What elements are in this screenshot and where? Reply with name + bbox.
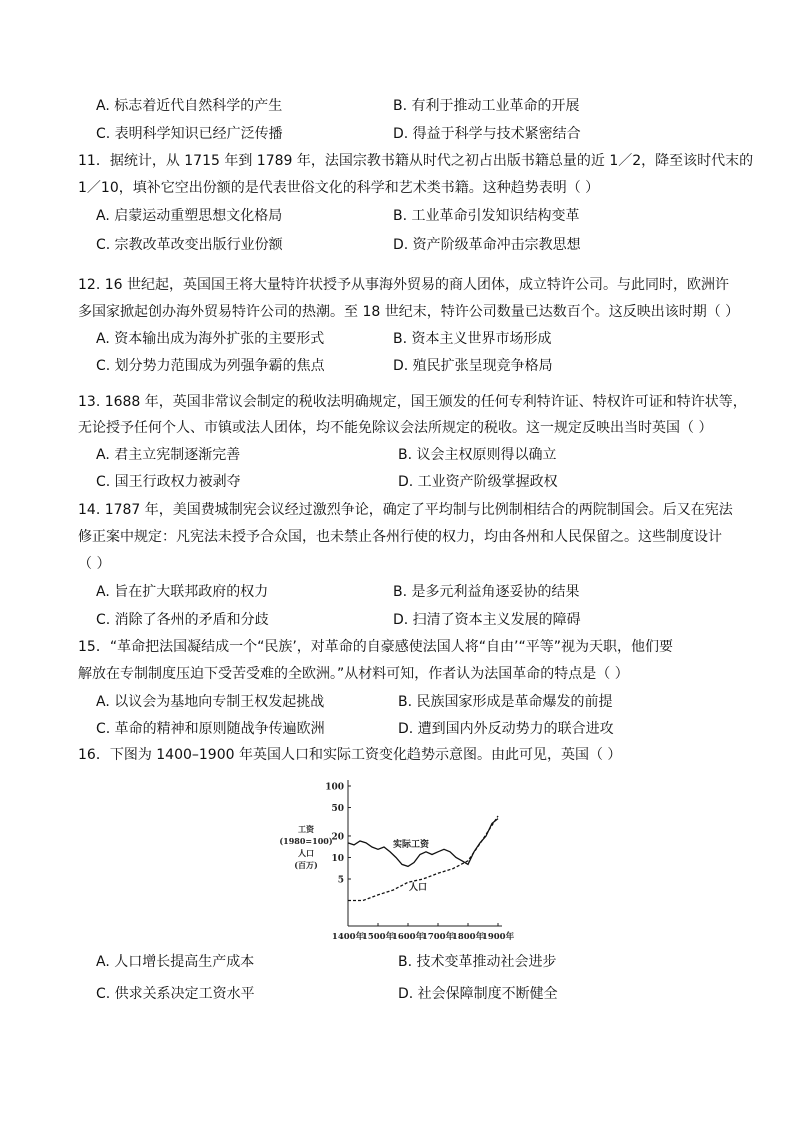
q14-option-a: A. 旨在扩大联邦政府的权力 [96,584,269,600]
q13-option-a: A. 君主立宪制逐渐完善 [96,447,241,463]
q15-option-c: C. 革命的精神和原则随战争传遍欧洲 [96,721,325,737]
q10-option-a: A. 标志着近代自然科学的产生 [96,98,283,114]
series-label: 实际工资 [393,840,430,850]
q10-option-b: B. 有利于推动工业革命的开展 [393,98,580,114]
y-axis-label-line: 人口 [298,848,314,858]
y-tick-label: 10 [331,853,344,864]
q13-option-b: B. 议会主权原则得以确立 [398,447,557,463]
q16-option-c: C. 供求关系决定工资水平 [96,986,255,1002]
y-tick-label: 20 [331,832,344,843]
q12-option-b: B. 资本主义世界市场形成 [393,331,552,347]
q15-option-b: B. 民族国家形成是革命爆发的前提 [398,694,613,710]
q14-option-b: B. 是多元利益角逐妥协的结果 [393,584,580,600]
y-tick-label: 5 [337,875,344,886]
x-tick-label: 1600年 [391,932,425,942]
series-label: 人口 [409,883,428,893]
q16-option-a: A. 人口增长提高生产成本 [96,954,255,970]
q13-option-c: C. 国王行政权力被剥夺 [96,474,241,490]
y-tick-label: 50 [331,804,344,815]
y-axis-label-line: 工资 [298,824,314,834]
x-tick-label: 1800年 [451,932,485,942]
q14-stem-line-1: 14. 1787 年，美国费城制宪会议经过激烈争论，确定了平均制与比例制相结合的两院制国会。后又在宪法 [78,502,733,518]
x-tick-label: 1400年 [331,932,365,942]
q11-option-c: C. 宗教改革改变出版行业份额 [96,237,283,253]
q10-option-d: D. 得益于科学与技术紧密结合 [393,126,581,142]
q12-stem-line-1: 12. 16 世纪起，英国国王将大量特许状授予从事海外贸易的商人团体，成立特许公司。与此同时，欧洲许 [78,277,729,293]
q10-option-c: C. 表明科学知识已经广泛传播 [96,126,283,142]
x-tick-label: 1700年 [421,932,455,942]
q12-stem-line-2: 多国家掀起创办海外贸易特许公司的热潮。至 18 世纪末，特许公司数量已达数百个。这反映出该时期（ ） [78,304,740,320]
q14-option-d: D. 扫清了资本主义发展的障碍 [393,612,581,628]
q12-option-d: D. 殖民扩张呈现竞争格局 [393,358,553,374]
q13-stem-line-1: 13. 1688 年，英国非常议会制定的税收法明确规定，国王颁发的任何专利特许证、特权许可证和特许状等， [78,394,747,410]
q11-stem-line-1: 11．据统计，从 1715 年到 1789 年，法国宗教书籍从时代之初占出版书籍总量的近 1／2，降至该时代末的 [78,153,754,169]
q12-option-c: C. 划分势力范围成为列强争霸的焦点 [96,358,325,374]
q11-option-b: B. 工业革命引发知识结构变革 [393,208,580,224]
q16-stem-line-1: 16．下图为 1400–1900 年英国人口和实际工资变化趋势示意图。由此可见，英国（ ） [78,747,622,763]
x-tick-label: 1900年 [481,932,515,942]
q14-stem-line-3: （ ） [78,556,111,572]
q13-option-d: D. 工业资产阶级掌握政权 [398,474,558,490]
q11-stem-line-2: 1／10，填补它空出份额的是代表世俗文化的科学和艺术类书籍。这种趋势表明（ ） [78,180,600,196]
q11-option-d: D. 资产阶级革命冲击宗教思想 [393,237,581,253]
q15-option-d: D. 遭到国内外反动势力的联合进攻 [398,721,614,737]
q15-stem-line-2: 解放在专制制度压迫下受苦受难的全欧洲。”从材料可知，作者认为法国革命的特点是（ ） [78,666,629,682]
q14-stem-line-2: 修正案中规定：凡宪法未授予合众国，也未禁止各州行使的权力，均由各州和人民保留之。这些制度设计 [78,529,722,545]
q12-option-a: A. 资本输出成为海外扩张的主要形式 [96,331,325,347]
population-wage-chart [279,772,525,944]
y-tick-label: 100 [325,782,344,793]
q15-option-a: A. 以议会为基地向专制王权发起挑战 [96,694,325,710]
y-axis-label-line: (百万) [294,860,318,870]
q15-stem-line-1: 15．“革命把法国凝结成一个“民族’，对革命的自豪感使法国人将“自由’“平等”视为天职，他们要 [78,639,673,655]
q11-option-a: A. 启蒙运动重塑思想文化格局 [96,208,283,224]
y-axis-label-line: (1980=100) [279,836,333,846]
q14-option-c: C. 消除了各州的矛盾和分歧 [96,612,269,628]
q16-option-b: B. 技术变革推动社会进步 [398,954,557,970]
x-tick-label: 1500年 [361,932,395,942]
q13-stem-line-2: 无论授予任何个人、市镇或法人团体，均不能免除议会法所规定的税收。这一规定反映出当时英国（ ） [78,420,713,436]
q16-option-d: D. 社会保障制度不断健全 [398,986,558,1002]
